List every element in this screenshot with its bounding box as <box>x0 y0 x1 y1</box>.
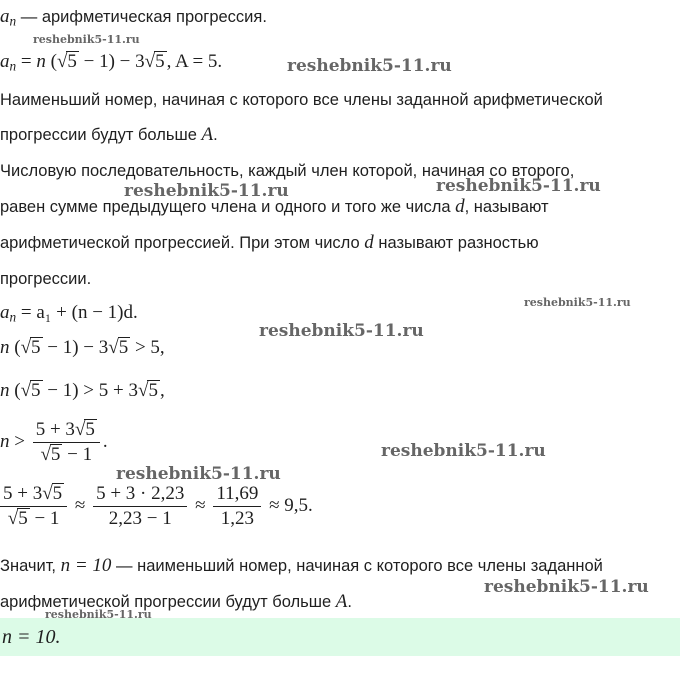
watermark: reshebnik5-11.ru <box>124 181 289 201</box>
conclusion-line-1: Значит, n = 10 — наименьший номер, начиная с которого все члены заданной <box>0 555 603 576</box>
definition-text: — арифметическая прогрессия. <box>16 8 267 26</box>
watermark: reshebnik5-11.ru <box>436 176 601 196</box>
a-n-symbol: $a_n$ <box>0 6 17 29</box>
theory-line-1: Числовую последовательность, каждый член которой, начиная со второго, <box>0 162 575 180</box>
watermark: reshebnik5-11.ru <box>287 56 452 76</box>
fraction-approx: $\frac{5 + 3 \cdot 2,23}{2,23 - 1}$ <box>93 482 187 531</box>
estimate-chain: $\frac{5 + 3√5}{√5 - 1}$ ≈ $\frac{5 + 3 \cdot 2,23}{2,23 - 1}$ ≈ $\frac{11,69}{1,23}$ ≈ 9,5. <box>0 482 313 531</box>
inequality-1: n (√5 − 1) − 3√5 > 5, <box>0 337 165 358</box>
watermark: reshebnik5-11.ru <box>484 577 649 597</box>
theory-line-3: арифметической прогрессией. При этом число d называют разностью <box>0 232 539 253</box>
watermark: reshebnik5-11.ru <box>33 33 140 46</box>
fraction-numeric: $\frac{11,69}{1,23}$ <box>213 482 261 531</box>
task-line-2: прогрессии будут больше A. <box>0 124 218 145</box>
answer-box <box>0 618 680 656</box>
watermark: reshebnik5-11.ru <box>45 608 152 621</box>
task-line-1: Наименьший номер, начиная с которого все члены заданной арифметической <box>0 91 603 109</box>
watermark: reshebnik5-11.ru <box>259 321 424 341</box>
watermark: reshebnik5-11.ru <box>524 296 631 309</box>
watermark: reshebnik5-11.ru <box>116 464 281 484</box>
formula-an: $a_n = n$ (√5 − 1) − 3√5 , A = 5. <box>0 51 223 74</box>
fraction-exact: $\frac{5 + 3√5}{√5 - 1}$ <box>0 482 67 531</box>
conclusion-line-2: арифметической прогрессии будут больше A. <box>0 591 352 612</box>
fraction-bound: $\frac{5 + 3√5}{√5 - 1}$ <box>33 418 100 467</box>
definition-line <box>0 6 267 32</box>
formula-general: $a_n = a_1 + (n - 1)d$. <box>0 302 138 325</box>
theory-line-2: равен сумме предыдущего члена и одного и того же числа d, называют <box>0 196 549 217</box>
theory-line-4: прогрессии. <box>0 270 92 288</box>
inequality-3: n > $\frac{5 + 3√5}{√5 - 1}$ . <box>0 419 108 465</box>
watermark: reshebnik5-11.ru <box>381 441 546 461</box>
inequality-2: n (√5 − 1) > 5 + 3√5 , <box>0 380 165 401</box>
answer-value: n = 10. <box>2 626 61 648</box>
